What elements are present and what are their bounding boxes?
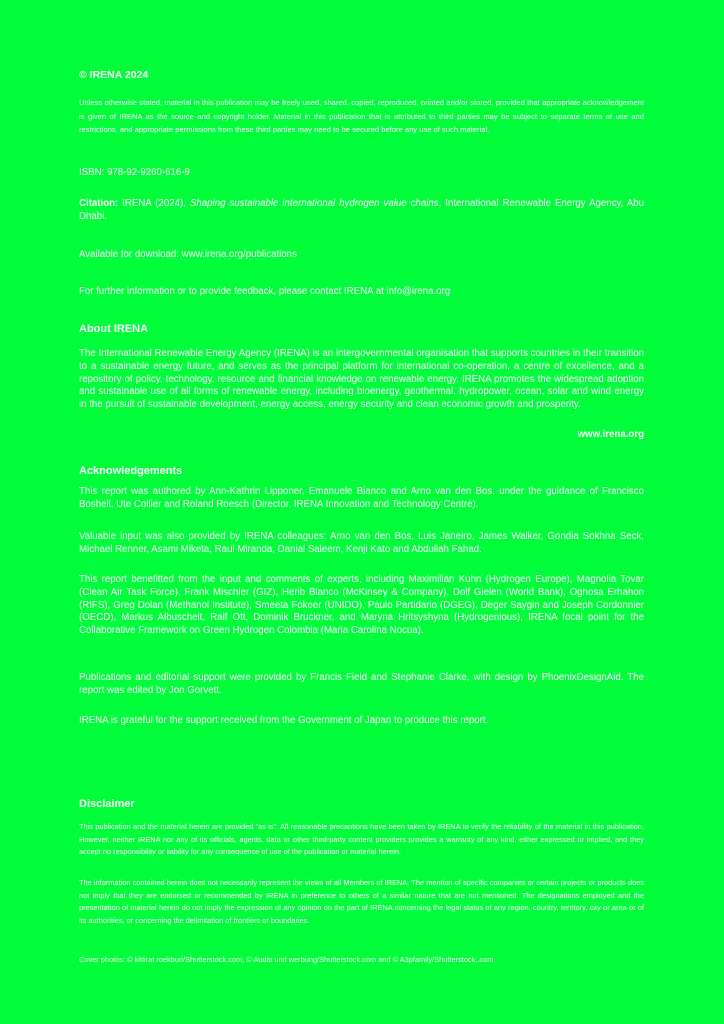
acknowledgements-heading: Acknowledgements: [79, 465, 183, 477]
about-heading: About IRENA: [79, 323, 149, 335]
cover-photo-credits: Cover photos: © kittirat roekburi/Shutterstock.com, © Audio und werbung/Shutterstock.com and © A3pfamily/Shutterstock..com: [79, 955, 494, 964]
usage-statement: Unless otherwise stated, material in this publication may be freely used, shared, copied, reproduced, printed and/or stored, provided that appropriate acknowledgement is given of IRENA as the source and copyright holder. Material in this publication that is attributed to third parties may be subject to separate terms of use and restrictions, and appropriate permissions from these third parties may need to be secured before any use of such material.: [79, 98, 644, 135]
disclaimer-paragraph-1: This publication and the material herein are provided “as is”. All reasonable precautions have been taken by IRENA to verify the reliability of the material in this publication. However, neither IRENA nor any of its officials, agents, data or other third-party content providers provides a warranty of any kind, either expressed or implied, and they accept no responsibility or liability for any consequence of use of the publication or material herein.: [79, 822, 644, 857]
citation-label: Citation:: [79, 198, 119, 209]
irena-website-link[interactable]: www.irena.org: [577, 429, 644, 440]
ack-paragraph-support: IRENA is grateful for the support received from the Government of Japan to produce this report.: [79, 715, 489, 726]
citation-title: Shaping sustainable international hydrogen value chains: [189, 198, 439, 209]
about-text: The International Renewable Energy Agency (IRENA) is an intergovernmental organisation that supports countries in their transition to a sustainable energy future, and serves as the principal platform for international co-operation, a centre of excellence, and a repository of policy, technology, resource and financial knowledge on renewable energy. IRENA promotes the widespread adoption and sustainable use of all forms of renewable energy, including bioenergy, geothermal, hydropower, ocean, solar and wind energy in the pursuit of sustainable development, energy access, energy security and clean economic growth and prosperity.: [79, 348, 644, 411]
ack-paragraph-colleagues: Valuable input was also provided by IRENA colleagues: Arno van den Bos, Luis Janeiro, James Walker, Gondia Sokhna Seck, Michael Renner, Asami Miketa, Raul Miranda, Danial Saleem, Kenji Kato and Abdullah Fahad.: [79, 531, 644, 555]
ack-paragraph-experts: This report benefitted from the input and comments of experts, including Maximilian Kuhn (Hydrogen Europe), Magnolia Tovar (Clean Air Task Force), Frank Mischler (GIZ), Herib Blanco (McKinsey & Company), Dolf Gielen (World Bank), Oghosa Erhahon (RIFS), Greg Dolan (Methanol Institute), Smeeta Fokeer (UNIDO), Paulo Partidario (DGEG), Deger Saygin and Joseph Cordonnier (OECD), Markus Albuscheit, Ralf Ott, Dominik Bruckner, and Maryna Hritsyshyna (Hydrogenious), IRENA focal point for the Collaborative Framework on Green Hydrogen Colombia (Maria Carolina Nocua).: [79, 574, 644, 637]
feedback-contact[interactable]: For further information or to provide feedback, please contact IRENA at info@irena.org: [79, 286, 451, 297]
copyright-line: © IRENA 2024: [79, 69, 149, 81]
ack-paragraph-authors: This report was authored by Ann-Kathrin Lipponer, Emanuele Bianco and Arno van den Bos, under the guidance of Francisco Boshell, Ute Collier and Roland Roesch (Director, IRENA Innovation and Technology Centre).: [79, 486, 644, 510]
download-link[interactable]: Available for download: www.irena.org/publications: [79, 249, 297, 260]
disclaimer-paragraph-2: The information contained herein does not necessarily represent the views of all Members of IRENA. The mention of specific companies or certain projects or products does not imply that they are endorsed or recommended by IRENA in preference to others of a similar nature that are not mentioned. The designations employed and the presentation of material herein do not imply the expression of any opinion on the part of IRENA concerning the legal status of any region, country, territory, city or area or of its authorities, or concerning the delimitation of frontiers or boundaries.: [79, 878, 644, 925]
citation: [79, 198, 644, 224]
citation-after: , International Renewable Energy Agency, Abu Dhabi.: [79, 198, 645, 222]
ack-paragraph-editorial: Publications and editorial support were provided by Francis Field and Stephanie Clarke, with design by PhoenixDesignAid. The report was edited by Jon Gorvett.: [79, 672, 644, 696]
isbn: ISBN: 978-92-9260-616-9: [79, 167, 190, 178]
citation-before: IRENA (2024),: [118, 198, 190, 209]
disclaimer-heading: Disclaimer: [79, 798, 135, 810]
